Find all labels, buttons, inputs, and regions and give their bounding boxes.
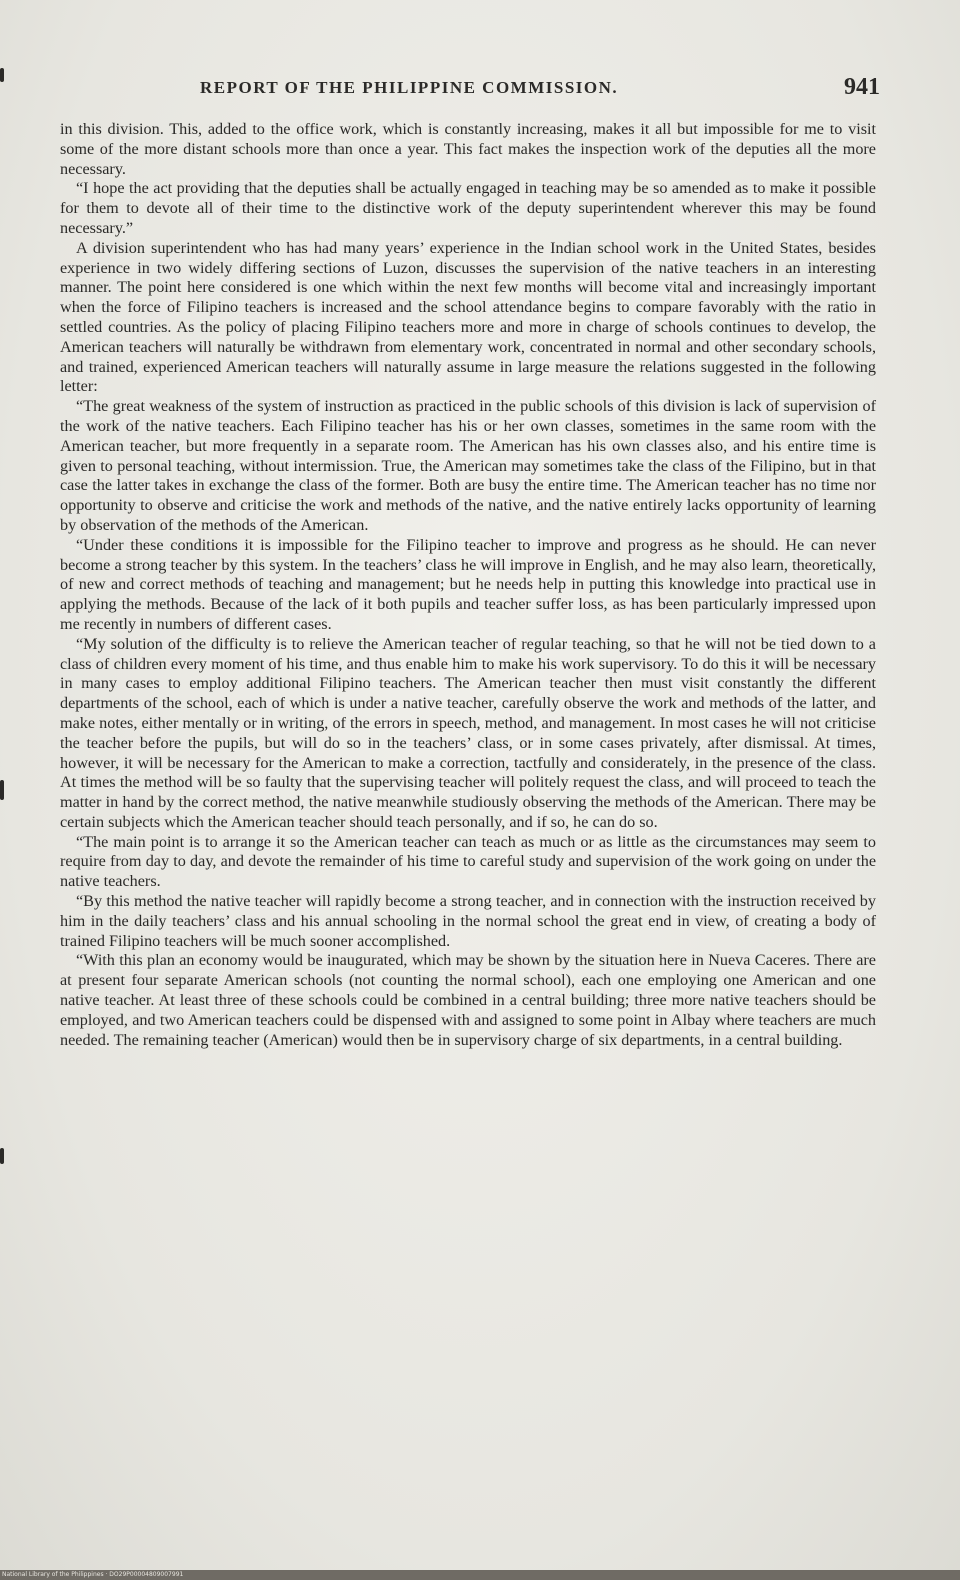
paragraph: “By this method the native teacher will rapidly become a strong teacher, and in connection with the instruction received by him in the daily teachers’ class and his annual schooling in the normal school the great end in view, of creating a body of trained Filipino teachers will be much sooner accomplished. — [60, 892, 876, 950]
page-number: 941 — [844, 74, 880, 100]
paragraph: “With this plan an economy would be inaugurated, which may be shown by the situation here in Nueva Caceres. There are at present four separate American schools (not counting the normal school), each one employing one American and one native teacher. At least three of these schools could be combined in a central building; three more native teachers should be employed, and two American teachers could be dispensed with and assigned to some point in Albay where teachers are much needed. The remaining teacher (American) would then be in supervisory charge of six departments, in a central building. — [60, 951, 876, 1049]
paragraph: in this division. This, added to the office work, which is constantly increasing, makes it all but impossible for me to visit some of the more distant schools more than once a year. This fact makes the inspection work of the deputies all the more necessary. — [60, 120, 876, 178]
paragraph: “I hope the act providing that the deputies shall be actually engaged in teaching may be so amended as to make it possible for them to devote all of their time to the distinctive work of the deputy superintendent wherever this may be found necessary.” — [60, 179, 876, 237]
paragraph: A division superintendent who has had many years’ experience in the Indian school work in the United States, besides experience in two widely differing sections of Luzon, discusses the supervision of the native teachers in an interesting manner. The point here considered is one which within the next few months will become vital and increasingly important when the force of Filipino teachers is increased and the school attendance begins to compare favorably with the ratio in settled countries. As the policy of placing Filipino teachers more and more in charge of schools continues to develop, the American teachers will naturally be withdrawn from elementary work, concentrated in normal and other secondary schools, and trained, experienced American teachers will naturally assume in large measure the relations suggested in the following letter: — [60, 238, 876, 396]
page-edge-mark — [0, 68, 4, 82]
running-title: REPORT OF THE PHILIPPINE COMMISSION. — [200, 78, 619, 97]
paragraph: “My solution of the difficulty is to relieve the American teacher of regular teaching, so that he will not be tied down to a class of children every moment of his time, and thus enable him to make his work supervisory. To do this it will be necessary in many cases to employ additional Filipino teachers. The American teacher then must visit constantly the different departments of the school, each of which is under a native teacher, carefully observe the work and methods of the latter, and make notes, either mentally or in writing, of the errors in speech, method, and management. In most cases he will not criticise the teacher before the pupils, but will do so in the teachers’ class, or in some cases privately, after dismissal. At times, however, it will be necessary for the American to make a correction, tactfully and considerately, in the presence of the class. At times the method will be so faulty that the supervising teacher will politely request the class, and will proceed to teach the matter in hand by the correct method, the native meanwhile studiously observing the methods of the American. There may be certain subjects which the American teacher should teach personally, and if so, he can do so. — [60, 634, 876, 831]
paragraph: “The main point is to arrange it so the American teacher can teach as much or as little as the circumstances may seem to require from day to day, and devote the remainder of his time to careful study and supervision of the work going on under the native teachers. — [60, 832, 876, 891]
paragraph: “The great weakness of the system of instruction as practiced in the public schools of this division is lack of supervision of the work of the native teachers. Each Filipino teacher has his or her own classes, sometimes in the same room with the American teacher, but more frequently in a separate room. The American has his own classes also, and his entire time is given to personal teaching, without intermission. True, the American may sometimes take the class of the Filipino, but in that case the latter takes in exchange the class of the former. Both are busy the entire time. The American teacher has no time nor opportunity to observe and criticise the work and methods of the native, and the native entirely lacks opportunity of learning by observation of the methods of the American. — [60, 397, 876, 534]
page-edge-mark — [0, 1148, 4, 1164]
paragraph: “Under these conditions it is impossible for the Filipino teacher to improve and progress as he should. He can never become a strong teacher by this system. In the teachers’ class he will improve in English, and he may also learn, theoretically, of new and correct methods of teaching and management; but he needs help in putting this knowledge into practical use in applying the methods. Because of the lack of it both pupils and teacher suffer loss, as has been particularly impressed upon me recently in numbers of different cases. — [60, 535, 876, 633]
page-header — [200, 74, 880, 104]
scan-credit: National Library of the Philippines · DO29P00004809007991 — [2, 1571, 184, 1578]
body-text — [60, 120, 876, 1050]
page-edge-mark — [0, 780, 4, 800]
